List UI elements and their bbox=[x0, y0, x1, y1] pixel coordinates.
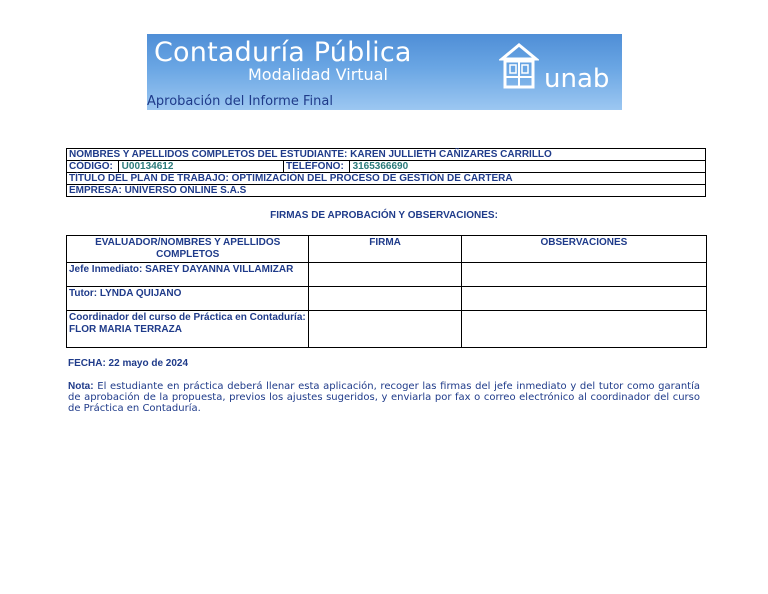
building-logo-icon bbox=[499, 41, 539, 91]
signatures-table bbox=[66, 235, 707, 348]
note-label: Nota: bbox=[68, 381, 94, 392]
company-label: EMPRESA: bbox=[69, 185, 122, 196]
logo-text: unab bbox=[544, 64, 610, 94]
evaluator-cell: Jefe Inmediato: SAREY DAYANNA VILLAMIZAR bbox=[67, 263, 309, 287]
observaciones-cell[interactable] bbox=[461, 287, 706, 311]
evaluator-cell: Coordinador del curso de Práctica en Contaduría: FLOR MARIA TERRAZA bbox=[67, 311, 309, 348]
work-plan-title-value: OPTIMIZACIÓN DEL PROCESO DE GESTIÓN DE CARTERA bbox=[231, 173, 513, 184]
table-row bbox=[67, 311, 707, 348]
code-phone-row bbox=[67, 161, 706, 173]
table-row bbox=[67, 263, 707, 287]
firma-cell[interactable] bbox=[309, 263, 461, 287]
code-label: CÓDIGO: bbox=[69, 161, 113, 172]
signatures-header-row bbox=[67, 236, 707, 263]
code-value: U00134612 bbox=[118, 161, 174, 172]
column-header-evaluator: EVALUADOR/NOMBRES Y APELLIDOS COMPLETOS bbox=[67, 236, 309, 263]
company-cell bbox=[67, 185, 706, 197]
work-plan-title-row bbox=[67, 173, 706, 185]
table-row bbox=[67, 287, 707, 311]
evaluator-cell: Tutor: LYNDA QUIJANO bbox=[67, 287, 309, 311]
phone-value: 3165366690 bbox=[349, 161, 409, 172]
student-info-table bbox=[66, 148, 706, 197]
column-header-firma: FIRMA bbox=[309, 236, 461, 263]
work-plan-title-label: TÍTULO DEL PLAN DE TRABAJO: bbox=[69, 173, 229, 184]
firma-cell[interactable] bbox=[309, 287, 461, 311]
student-name-value: KAREN JULLIETH CAÑIZARES CARRILLO bbox=[350, 149, 552, 160]
student-name-row bbox=[67, 149, 706, 161]
signatures-heading: FIRMAS DE APROBACIÓN Y OBSERVACIONES: bbox=[270, 210, 498, 221]
header-banner bbox=[147, 34, 622, 110]
student-name-cell bbox=[67, 149, 706, 161]
company-value: UNIVERSO ONLINE S.A.S bbox=[124, 185, 247, 196]
phone-label: TELÉFONO: bbox=[286, 161, 344, 172]
observaciones-cell[interactable] bbox=[461, 311, 706, 348]
student-name-label: NOMBRES Y APELLIDOS COMPLETOS DEL ESTUDIANTE: bbox=[69, 149, 348, 160]
column-header-observaciones: OBSERVACIONES bbox=[461, 236, 706, 263]
code-cell bbox=[67, 161, 284, 173]
banner-subtitle: Modalidad Virtual bbox=[248, 65, 388, 84]
work-plan-title-cell bbox=[67, 173, 706, 185]
observaciones-cell[interactable] bbox=[461, 263, 706, 287]
banner-caption: Aprobación del Informe Final bbox=[147, 94, 333, 109]
note-paragraph bbox=[68, 381, 700, 414]
phone-cell bbox=[284, 161, 706, 173]
note-text: El estudiante en práctica deberá llenar esta aplicación, recoger las firmas del jefe inmediato y del tutor como garantía de aprobación de la propuesta, previos los ajustes sugeridos, y enviarla por fax o correo electrónico al coordinador del curso de Práctica en Contaduría. bbox=[68, 381, 700, 414]
company-row bbox=[67, 185, 706, 197]
banner-title: Contaduría Pública bbox=[154, 37, 412, 68]
date-line: FECHA: 22 mayo de 2024 bbox=[68, 358, 189, 369]
firma-cell[interactable] bbox=[309, 311, 461, 348]
